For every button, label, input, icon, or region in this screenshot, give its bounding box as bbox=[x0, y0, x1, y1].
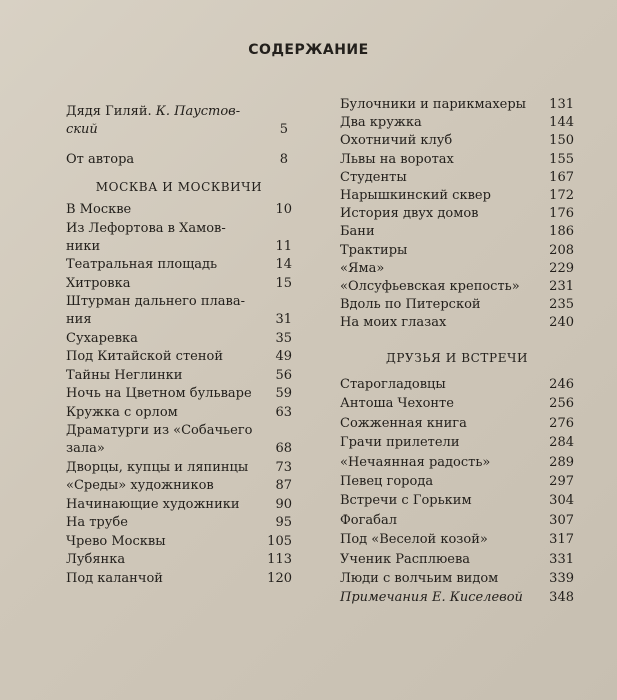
toc-entry-title: Под каланчой bbox=[66, 570, 163, 586]
toc-entry-page: 297 bbox=[549, 474, 574, 489]
toc-entry-title-cont: ния bbox=[66, 312, 92, 327]
toc-entry-page: 59 bbox=[275, 386, 292, 401]
toc-entry-page: 8 bbox=[279, 152, 288, 167]
toc-entry-page: 307 bbox=[549, 512, 574, 528]
toc-entry-title: Вдоль по Питерской bbox=[340, 297, 481, 313]
toc-entry-title-cont: зала» bbox=[66, 441, 105, 456]
toc-entry-title: История двух домов bbox=[340, 206, 479, 222]
toc-entry-title: Львы на воротах bbox=[340, 151, 454, 167]
toc-entry-page: 240 bbox=[549, 315, 574, 331]
toc-entry-title: Лубянка bbox=[66, 552, 126, 567]
toc-entry-page: 144 bbox=[549, 115, 574, 131]
toc-entry-title: Штурман дальнего плава- bbox=[66, 294, 246, 309]
toc-entry[interactable] bbox=[66, 422, 292, 458]
toc-entry-page: 256 bbox=[549, 396, 574, 412]
toc-entry-page: 56 bbox=[275, 367, 292, 383]
toc-entry-page: 276 bbox=[549, 415, 574, 431]
toc-entry-page: 14 bbox=[275, 257, 292, 272]
section-heading: МОСКВА И МОСКВИЧИ bbox=[95, 180, 263, 194]
toc-entry-title: Охотничий клуб bbox=[340, 133, 453, 149]
section-heading: ДРУЗЬЯ И ВСТРЕЧИ bbox=[385, 351, 529, 365]
toc-entry-page: 348 bbox=[549, 590, 574, 606]
toc-entry-title: «Яма» bbox=[340, 260, 385, 276]
toc-entry-page: 10 bbox=[275, 202, 292, 217]
toc-entry-page: 229 bbox=[549, 260, 574, 276]
toc-entry-page: 172 bbox=[549, 188, 574, 203]
toc-entry-page: 87 bbox=[275, 478, 292, 493]
toc-entry-title: Дворцы, купцы и ляпинцы bbox=[66, 459, 249, 475]
toc-entry-title: Люди с волчьим видом bbox=[340, 571, 499, 586]
toc-entry-page: 73 bbox=[275, 459, 292, 475]
toc-entry-title: Из Лефортова в Хамов- bbox=[66, 220, 226, 236]
toc-entry[interactable] bbox=[66, 103, 292, 139]
toc-entry-title: Грачи прилетели bbox=[340, 435, 460, 451]
toc-entry-page: 331 bbox=[549, 551, 574, 567]
toc-entry-title-cont: ники bbox=[66, 238, 101, 254]
toc-entry-title: Встречи с Горьким bbox=[340, 493, 472, 509]
toc-entry-title: Бани bbox=[340, 224, 375, 240]
toc-entry-page: 339 bbox=[549, 571, 574, 586]
toc-entry-page: 113 bbox=[267, 552, 292, 567]
toc-entry-title: Под Китайской стеной bbox=[66, 349, 223, 364]
toc-entry[interactable] bbox=[66, 220, 292, 256]
toc-entry-page: 317 bbox=[549, 532, 574, 548]
toc-entry-author: К. Паустов- bbox=[155, 104, 241, 119]
toc-entry-page: 235 bbox=[549, 297, 574, 313]
toc-entry-title: Антоша Чехонте bbox=[340, 396, 454, 412]
toc-entry-page: 31 bbox=[275, 312, 292, 327]
toc-entry-title: Ночь на Цветном бульваре bbox=[66, 386, 252, 401]
toc-entry-title: Сухаревка bbox=[66, 330, 138, 346]
toc-entry-page: 120 bbox=[267, 570, 292, 586]
toc-entry-page: 155 bbox=[549, 151, 574, 167]
toc-entry-page: 131 bbox=[549, 97, 574, 112]
toc-entry-page: 176 bbox=[549, 206, 574, 222]
page-title: СОДЕРЖАНИЕ bbox=[248, 42, 369, 58]
toc-entry-title: Под «Веселой козой» bbox=[340, 532, 488, 548]
toc-entry-title: Ученик Расплюева bbox=[340, 551, 471, 567]
toc-entry-title: Старогладовцы bbox=[340, 377, 446, 392]
toc-entry-title: На моих глазах bbox=[340, 315, 447, 331]
toc-entry-author-cont: ский bbox=[66, 122, 98, 137]
toc-entry-title: Фогабал bbox=[340, 512, 398, 528]
toc-entry-page: 15 bbox=[275, 275, 292, 291]
toc-entry-page: 90 bbox=[275, 496, 292, 512]
toc-entry-page: 186 bbox=[549, 224, 574, 240]
toc-entry-page: 35 bbox=[275, 330, 292, 346]
toc-entry-page: 95 bbox=[275, 515, 292, 530]
toc-entry-title: Студенты bbox=[340, 169, 407, 185]
toc-entry-title: «Олсуфьевская крепость» bbox=[340, 279, 520, 294]
toc-entry-page: 68 bbox=[275, 441, 292, 456]
toc-entry-page: 284 bbox=[549, 435, 574, 451]
toc-entry-page: 246 bbox=[549, 377, 574, 392]
toc-entry-page: 208 bbox=[549, 242, 574, 258]
toc-entry-title: Два кружка bbox=[340, 115, 422, 131]
toc-entry-title: Сожженная книга bbox=[340, 415, 467, 431]
toc-entry-title: «Среды» художников bbox=[66, 478, 214, 493]
toc-entry-title: Кружка с орлом bbox=[66, 404, 178, 420]
toc-entry-title: Нарышкинский сквер bbox=[340, 188, 491, 203]
toc-entry-title: Начинающие художники bbox=[66, 496, 240, 512]
toc-entry-title: Театральная площадь bbox=[66, 257, 218, 272]
toc-entry-page: 304 bbox=[549, 493, 574, 509]
toc-entry-title: Булочники и парикмахеры bbox=[340, 97, 527, 112]
toc-entry-page: 5 bbox=[279, 122, 288, 137]
toc-entry-title: Дядя Гиляй. bbox=[66, 104, 156, 119]
toc-entry-page: 49 bbox=[275, 349, 292, 364]
toc-entry-title: Примечания Е. Киселевой bbox=[340, 590, 523, 606]
toc-entry[interactable] bbox=[66, 293, 292, 329]
toc-entry-page: 11 bbox=[275, 238, 292, 254]
toc-entry-page: 63 bbox=[275, 404, 292, 420]
toc-entry-page: 105 bbox=[267, 533, 292, 549]
toc-entry-title: Драматурги из «Собачьего bbox=[66, 423, 253, 438]
toc-entry-page: 231 bbox=[549, 279, 574, 294]
toc-entry-title: «Нечаянная радость» bbox=[340, 454, 491, 470]
toc-entry-title: Хитровка bbox=[66, 275, 131, 291]
toc-entry-page: 150 bbox=[549, 133, 574, 149]
toc-entry-title: Трактиры bbox=[340, 242, 408, 258]
toc-entry-title: На трубе bbox=[66, 515, 128, 530]
toc-entry-title: Чрево Москвы bbox=[66, 533, 166, 549]
toc-entry-title: В Москве bbox=[66, 202, 132, 217]
toc-entry-title: Певец города bbox=[340, 474, 434, 489]
toc-entry-title: Тайны Неглинки bbox=[66, 367, 183, 383]
toc-entry-page: 289 bbox=[549, 454, 574, 470]
toc-entry-page: 167 bbox=[549, 169, 574, 185]
toc-entry-title: От автора bbox=[66, 152, 135, 167]
